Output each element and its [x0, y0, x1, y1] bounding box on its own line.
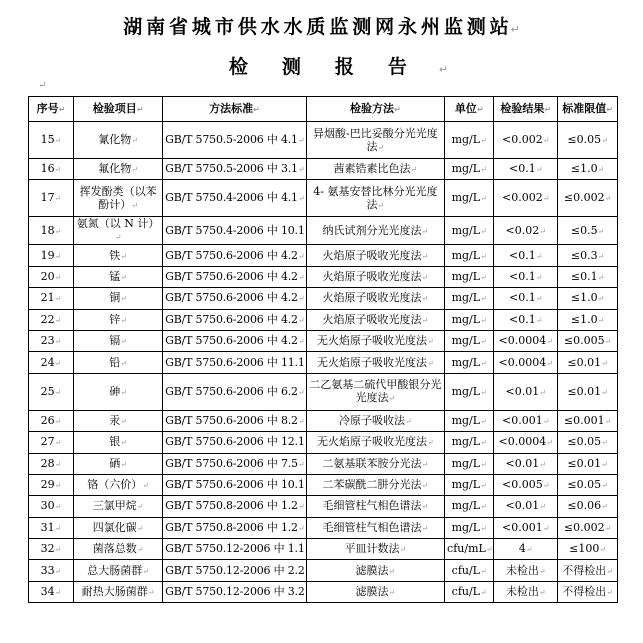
method-standard-cell: GB/T 5750.5-2006 中 3.1 ↵ — [163, 159, 307, 180]
test-item-cell: 氟化物 ↵ — [74, 159, 163, 180]
test-item-cell: 挥发酚类（以苯酚计） ↵ — [74, 180, 163, 217]
test-item-cell: 锰 ↵ — [74, 266, 163, 287]
test-method-cell: 火焰原子吸收光度法 ↵ — [306, 266, 444, 287]
sequence-number-cell: 17 ↵ — [29, 180, 74, 217]
unit-cell: mg/L ↵ — [445, 288, 494, 309]
unit-cell: mg/L ↵ — [445, 330, 494, 351]
unit-cell: mg/L ↵ — [445, 474, 494, 495]
limit-cell: ≤0.001 ↵ — [558, 410, 618, 431]
method-standard-cell: GB/T 5750.12-2006 中 2.2 ↵ — [163, 560, 307, 581]
test-method-cell: 毛细管柱气相色谱法 ↵ — [306, 496, 444, 517]
method-standard-cell: GB/T 5750.6-2006 中 4.2 ↵ — [163, 288, 307, 309]
result-cell: <0.1 ↵ — [494, 266, 558, 287]
sequence-number-cell: 29 ↵ — [29, 474, 74, 495]
column-header: 序号 ↵ — [29, 97, 74, 122]
column-header: 单位 ↵ — [445, 97, 494, 122]
limit-cell: ≤0.05 ↵ — [558, 432, 618, 453]
method-standard-cell: GB/T 5750.4-2006 中 4.1 ↵ — [163, 180, 307, 217]
sequence-number-cell: 22 ↵ — [29, 309, 74, 330]
limit-cell: ≤0.05 ↵ — [558, 122, 618, 159]
report-subtitle: 检测报告↵ — [228, 56, 449, 78]
table-row — [29, 245, 618, 266]
sequence-number-cell: 21 ↵ — [29, 288, 74, 309]
result-cell: <0.005 ↵ — [494, 474, 558, 495]
sequence-number-cell: 31 ↵ — [29, 517, 74, 538]
limit-cell: ≤0.1 ↵ — [558, 266, 618, 287]
test-item-cell: 三氯甲烷 ↵ — [74, 496, 163, 517]
table-row — [29, 180, 618, 217]
sequence-number-cell: 27 ↵ — [29, 432, 74, 453]
table-row — [29, 309, 618, 330]
table-row — [29, 432, 618, 453]
method-standard-cell: GB/T 5750.6-2006 中 6.2 ↵ — [163, 373, 307, 410]
sequence-number-cell: 19 ↵ — [29, 245, 74, 266]
test-results-table — [28, 96, 618, 603]
test-method-cell: 4- 氨基安替比林分光光度法 ↵ — [306, 180, 444, 217]
limit-cell: ≤0.5 ↵ — [558, 217, 618, 245]
test-method-cell: 无火焰原子吸收光度法 ↵ — [306, 330, 444, 351]
table-row — [29, 560, 618, 581]
test-method-cell: 二氨基联苯胺分光法 ↵ — [306, 453, 444, 474]
result-cell: <0.002 ↵ — [494, 122, 558, 159]
sequence-number-cell: 30 ↵ — [29, 496, 74, 517]
unit-cell: mg/L ↵ — [445, 159, 494, 180]
result-cell: <0.0004 ↵ — [494, 352, 558, 373]
table-row — [29, 517, 618, 538]
sequence-number-cell: 26 ↵ — [29, 410, 74, 431]
test-item-cell: 锌 ↵ — [74, 309, 163, 330]
unit-cell: mg/L ↵ — [445, 496, 494, 517]
unit-cell: mg/L ↵ — [445, 432, 494, 453]
test-item-cell: 耐热大肠菌群 ↵ — [74, 581, 163, 602]
method-standard-cell: GB/T 5750.12-2006 中 1.1 ↵ — [163, 539, 307, 560]
result-cell: <0.001 ↵ — [494, 517, 558, 538]
test-item-cell: 硒 ↵ — [74, 453, 163, 474]
unit-cell: cfu/mL ↵ — [445, 539, 494, 560]
result-cell: <0.002 ↵ — [494, 180, 558, 217]
test-item-cell: 四氯化碳 ↵ — [74, 517, 163, 538]
limit-cell: ≤1.0 ↵ — [558, 159, 618, 180]
unit-cell: mg/L ↵ — [445, 122, 494, 159]
unit-cell: mg/L ↵ — [445, 410, 494, 431]
test-method-cell: 异烟酸-巴比妥酸分光光度法 ↵ — [306, 122, 444, 159]
limit-cell: ≤1.0 ↵ — [558, 288, 618, 309]
method-standard-cell: GB/T 5750.6-2006 中 4.2 ↵ — [163, 245, 307, 266]
sequence-number-cell: 16 ↵ — [29, 159, 74, 180]
limit-cell: ≤0.01 ↵ — [558, 352, 618, 373]
sequence-number-cell: 18 ↵ — [29, 217, 74, 245]
test-item-cell: 铅 ↵ — [74, 352, 163, 373]
result-cell: <0.1 ↵ — [494, 309, 558, 330]
table-row — [29, 410, 618, 431]
test-method-cell: 滤膜法 ↵ — [306, 560, 444, 581]
sequence-number-cell: 15 ↵ — [29, 122, 74, 159]
sequence-number-cell: 23 ↵ — [29, 330, 74, 351]
test-method-cell: 火焰原子吸收光度法 ↵ — [306, 245, 444, 266]
test-method-cell: 茜素锆素比色法 ↵ — [306, 159, 444, 180]
table-row — [29, 453, 618, 474]
test-item-cell: 镉 ↵ — [74, 330, 163, 351]
result-cell: <0.001 ↵ — [494, 410, 558, 431]
limit-cell: ≤100 ↵ — [558, 539, 618, 560]
unit-cell: mg/L ↵ — [445, 245, 494, 266]
test-method-cell: 毛细管柱气相色谱法 ↵ — [306, 517, 444, 538]
test-item-cell: 砷 ↵ — [74, 373, 163, 410]
sequence-number-cell: 34 ↵ — [29, 581, 74, 602]
limit-cell: ≤0.01 ↵ — [558, 453, 618, 474]
method-standard-cell: GB/T 5750.8-2006 中 1.2 ↵ — [163, 517, 307, 538]
test-item-cell: 菌落总数 ↵ — [74, 539, 163, 560]
table-row — [29, 266, 618, 287]
method-standard-cell: GB/T 5750.6-2006 中 4.2 ↵ — [163, 330, 307, 351]
limit-cell: ≤0.06 ↵ — [558, 496, 618, 517]
table-row — [29, 217, 618, 245]
sequence-number-cell: 32 ↵ — [29, 539, 74, 560]
result-cell: <0.02 ↵ — [494, 217, 558, 245]
test-method-cell: 平皿计数法 ↵ — [306, 539, 444, 560]
table-header-row — [29, 97, 618, 122]
sequence-number-cell: 28 ↵ — [29, 453, 74, 474]
test-method-cell: 纳氏试剂分光光度法 ↵ — [306, 217, 444, 245]
unit-cell: mg/L ↵ — [445, 309, 494, 330]
method-standard-cell: GB/T 5750.6-2006 中 7.5 ↵ — [163, 453, 307, 474]
result-cell: <0.01 ↵ — [494, 496, 558, 517]
method-standard-cell: GB/T 5750.6-2006 中 8.2 ↵ — [163, 410, 307, 431]
limit-cell: 不得检出 ↵ — [558, 581, 618, 602]
result-cell: <0.01 ↵ — [494, 453, 558, 474]
unit-cell: cfu/L ↵ — [445, 560, 494, 581]
limit-cell: ≤0.01 ↵ — [558, 373, 618, 410]
method-standard-cell: GB/T 5750.6-2006 中 4.2 ↵ — [163, 266, 307, 287]
test-item-cell: 银 ↵ — [74, 432, 163, 453]
limit-cell: ≤0.005 ↵ — [558, 330, 618, 351]
table-row — [29, 352, 618, 373]
method-standard-cell: GB/T 5750.12-2006 中 3.2 ↵ — [163, 581, 307, 602]
test-item-cell: 铜 ↵ — [74, 288, 163, 309]
table-row — [29, 581, 618, 602]
unit-cell: mg/L ↵ — [445, 453, 494, 474]
column-header: 检验项目 ↵ — [74, 97, 163, 122]
return-mark-icon: ↵ — [510, 23, 520, 36]
unit-cell: mg/L ↵ — [445, 517, 494, 538]
unit-cell: mg/L ↵ — [445, 373, 494, 410]
method-standard-cell: GB/T 5750.5-2006 中 4.1 ↵ — [163, 122, 307, 159]
return-mark-icon: ↵ — [438, 63, 449, 76]
result-cell: <0.1 ↵ — [494, 288, 558, 309]
result-cell: <0.0004 ↵ — [494, 432, 558, 453]
paragraph-mark-icon: ↵ — [38, 80, 47, 91]
table-row — [29, 474, 618, 495]
test-item-cell: 铬（六价） ↵ — [74, 474, 163, 495]
sequence-number-cell: 20 ↵ — [29, 266, 74, 287]
unit-cell: mg/L ↵ — [445, 352, 494, 373]
unit-cell: mg/L ↵ — [445, 180, 494, 217]
limit-cell: ≤0.3 ↵ — [558, 245, 618, 266]
report-title: 湖南省城市供水水质监测网永州监测站↵ — [123, 16, 520, 38]
limit-cell: 不得检出 ↵ — [558, 560, 618, 581]
table-row — [29, 122, 618, 159]
test-item-cell: 汞 ↵ — [74, 410, 163, 431]
limit-cell: ≤0.002 ↵ — [558, 180, 618, 217]
sequence-number-cell: 33 ↵ — [29, 560, 74, 581]
column-header: 检验结果 ↵ — [494, 97, 558, 122]
limit-cell: ≤1.0 ↵ — [558, 309, 618, 330]
unit-cell: cfu/L ↵ — [445, 581, 494, 602]
table-row — [29, 288, 618, 309]
method-standard-cell: GB/T 5750.4-2006 中 10.1 ↵ — [163, 217, 307, 245]
test-method-cell: 无火焰原子吸收光度法 ↵ — [306, 352, 444, 373]
sequence-number-cell: 25 ↵ — [29, 373, 74, 410]
method-standard-cell: GB/T 5750.6-2006 中 12.1 ↵ — [163, 432, 307, 453]
table-row — [29, 159, 618, 180]
method-standard-cell: GB/T 5750.6-2006 中 11.1 ↵ — [163, 352, 307, 373]
method-standard-cell: GB/T 5750.6-2006 中 4.2 ↵ — [163, 309, 307, 330]
table-row — [29, 330, 618, 351]
result-cell: <0.1 ↵ — [494, 245, 558, 266]
test-method-cell: 火焰原子吸收光度法 ↵ — [306, 288, 444, 309]
limit-cell: ≤0.002 ↵ — [558, 517, 618, 538]
table-row — [29, 539, 618, 560]
unit-cell: mg/L ↵ — [445, 217, 494, 245]
result-cell: 未检出 ↵ — [494, 560, 558, 581]
limit-cell: ≤0.05 ↵ — [558, 474, 618, 495]
result-cell: <0.1 ↵ — [494, 159, 558, 180]
method-standard-cell: GB/T 5750.6-2006 中 10.1 ↵ — [163, 474, 307, 495]
column-header: 检验方法 ↵ — [306, 97, 444, 122]
test-item-cell: 铁 ↵ — [74, 245, 163, 266]
table-row — [29, 373, 618, 410]
test-method-cell: 火焰原子吸收光度法 ↵ — [306, 309, 444, 330]
result-cell: 未检出 ↵ — [494, 581, 558, 602]
test-method-cell: 二苯碳酰二肼分光法 ↵ — [306, 474, 444, 495]
test-method-cell: 二乙氨基二硫代甲酸银分光光度法 ↵ — [306, 373, 444, 410]
result-cell: <0.01 ↵ — [494, 373, 558, 410]
column-header: 方法标准 ↵ — [163, 97, 307, 122]
test-method-cell: 无火焰原子吸收光度法 ↵ — [306, 432, 444, 453]
method-standard-cell: GB/T 5750.8-2006 中 1.2 ↵ — [163, 496, 307, 517]
result-cell: <0.0004 ↵ — [494, 330, 558, 351]
table-row — [29, 496, 618, 517]
result-cell: 4 ↵ — [494, 539, 558, 560]
test-item-cell: 氨氮（以 N 计） ↵ — [74, 217, 163, 245]
column-header: 标准限值 ↵ — [558, 97, 618, 122]
test-item-cell: 总大肠菌群 ↵ — [74, 560, 163, 581]
test-item-cell: 氰化物 ↵ — [74, 122, 163, 159]
test-method-cell: 冷原子吸收法 ↵ — [306, 410, 444, 431]
test-method-cell: 滤膜法 ↵ — [306, 581, 444, 602]
unit-cell: mg/L ↵ — [445, 266, 494, 287]
sequence-number-cell: 24 ↵ — [29, 352, 74, 373]
